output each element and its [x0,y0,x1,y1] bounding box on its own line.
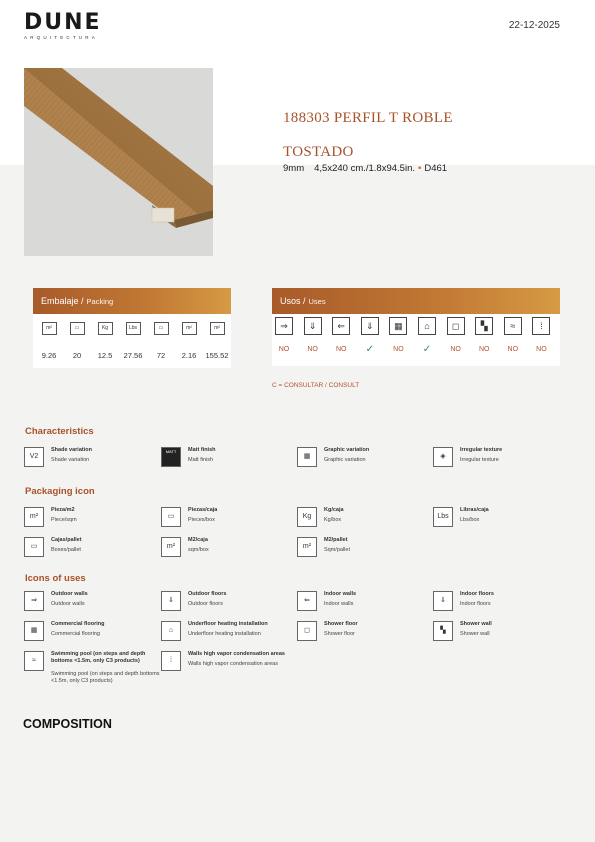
uses-table [272,314,560,366]
characteristics-item [297,447,427,471]
characteristics-item [161,447,291,471]
characteristics-item-icon: MATT [161,447,181,467]
packaging_icon-item-desc: Pieces/box [188,517,215,523]
packaging_icon-item-title: Kg/caja [324,507,344,513]
icons_of_uses-item [161,591,291,615]
icons_of_uses-item-title: Shower wall [460,621,492,627]
use-cell [359,317,381,354]
characteristics-item [24,447,154,471]
use-cell [445,317,467,356]
packaging_icon-item-icon: m² [297,537,317,557]
characteristics-item-desc: Irregular texture [460,457,499,463]
wood-profile-illustration [24,68,213,256]
icons_of_uses-item [161,651,291,675]
packaging_icon-item-icon: ▭ [161,507,181,527]
icons_of_uses-item [297,621,427,645]
packing-cell-value: 2.16 [181,351,197,360]
product-title [283,101,543,169]
check-icon: ✓ [365,344,374,355]
packing-header [33,288,231,314]
icons_of_uses-item-icon: ▚ [433,621,453,641]
use-cell-value: NO [536,346,547,353]
icons-of-uses-title: Icons of uses [25,573,86,584]
use-cell [473,317,495,356]
uses-title-es: Usos / [280,296,306,306]
use-cell [416,317,438,354]
packing-cell-value: 20 [72,351,82,360]
packing-cell [91,322,119,360]
use-cell-icon: ⁞ [532,317,550,335]
use-cell-value: NO [307,346,318,353]
icons_of_uses-item [24,591,154,615]
icons_of_uses-item-title: Swimming pool (on steps and depth bottoms <1.5m, only C3 products) [51,651,146,664]
icons_of_uses-item-desc: Swimming pool (on steps and depth bottoms <1.5m, only C3 products) [51,671,160,684]
packaging_icon-item [297,537,427,561]
use-cell-value: NO [278,346,290,353]
packaging_icon-item-icon: m² [24,507,44,527]
separator-dot: • [418,163,422,174]
brand-logo [24,12,102,40]
use-cell [387,317,409,356]
characteristics-item-desc: Graphic variation [324,457,366,463]
packing-title-es: Embalaje / [41,296,84,306]
icons_of_uses-item-title: Underfloor heating installation [188,621,268,627]
packing-cell-icon: m² [210,322,225,335]
packaging_icon-item-title: M2/pallet [324,537,348,543]
icons_of_uses-item-icon: ⁞ [161,651,181,671]
consult-note: C = CONSULTAR / CONSULT [272,382,360,389]
use-cell-icon: ⇓ [304,317,322,335]
packaging_icon-item [433,507,563,531]
icons_of_uses-item [433,621,563,645]
icons_of_uses-item-title: Outdoor walls [51,591,88,597]
packing-cell-icon: m² [42,322,57,335]
icons_of_uses-item-icon: ≈ [24,651,44,671]
packing-cell-value: 9.26 [41,351,57,360]
icons_of_uses-item-title: Indoor floors [460,591,494,597]
packaging_icon-item-title: Libras/caja [460,507,489,513]
packaging_icon-item [161,507,291,531]
icons_of_uses-item-desc: Outdoor walls [51,601,85,607]
use-cell [330,317,352,356]
document-date: 22-12-2025 [508,20,560,31]
characteristics-item-icon: ◈ [433,447,453,467]
logo-wordmark: DUNE [24,10,102,35]
icons_of_uses-item-icon: ⇓ [161,591,181,611]
packaging_icon-item [24,537,154,561]
packaging_icon-item-title: M2/caja [188,537,208,543]
packing-cell-value: 12.5 [97,351,113,360]
packaging_icon-item-title: Pieza/m2 [51,507,75,513]
check-icon: ✓ [422,344,432,355]
use-cell-value: NO [393,346,404,353]
packaging_icon-item-desc: Kg/box [324,517,342,523]
use-cell [502,317,524,356]
icons_of_uses-item-desc: Shower floor [324,631,355,637]
packing-cell [203,322,231,360]
use-cell-icon: ⇐ [332,317,350,335]
icons_of_uses-item-icon: ◻ [297,621,317,641]
icons_of_uses-item [297,591,427,615]
spec-code: D461 [424,163,448,174]
icons_of_uses-item-icon: ⇐ [297,591,317,611]
packaging_icon-item [161,537,291,561]
icons_of_uses-item [433,591,563,615]
product-image [24,68,213,256]
icons_of_uses-item-title: Outdoor floors [188,591,227,597]
spec-size: 4,5x240 cm./1.8x94.5in. [314,163,415,174]
characteristics-item-icon: ▦ [297,447,317,467]
icons_of_uses-item-icon: ⇒ [24,591,44,611]
characteristics-title: Characteristics [25,426,94,437]
packing-cell-icon: ▭ [154,322,169,335]
packaging_icon-item-icon: m² [161,537,181,557]
characteristics-item-title: Shade variation [51,447,92,453]
characteristics-item-title: Matt finish [188,447,216,453]
logo-subtitle: ARQUITECTURA [24,35,98,40]
characteristics-item-desc: Matt finish [188,457,214,463]
spec-thickness: 9mm [283,163,305,174]
packing-cell-value: 72 [156,351,166,360]
packing-cell [35,322,63,360]
characteristics-item-title: Irregular texture [460,447,503,453]
packaging_icon-item-desc: Lbs/box [460,517,480,523]
packaging_icon-item [297,507,427,531]
uses-title-en: Uses [308,297,326,306]
packing-cell [63,322,91,360]
icons_of_uses-item-desc: Outdoor floors [188,601,223,607]
packaging_icon-item-desc: Piece/sqm [51,517,77,523]
use-cell-value: NO [450,346,461,353]
icons_of_uses-item-desc: Underfloor heating installation [188,631,261,637]
use-cell [302,317,324,356]
use-cell-icon: ⇒ [275,317,293,335]
packaging_icon-item-desc: Boxes/pallet [51,547,81,553]
product-title-line2: TOSTADO [283,144,354,160]
packaging_icon-item-icon: Kg [297,507,317,527]
use-cell [530,317,552,356]
icons_of_uses-item-desc: Shower wall [460,631,490,637]
use-cell-icon: ⇓ [361,317,379,335]
characteristics-item-icon: V2 [24,447,44,467]
use-cell-icon: ◻ [447,317,465,335]
icons_of_uses-item [161,621,291,645]
packaging_icon-item-icon: ▭ [24,537,44,557]
packing-cell [175,322,203,360]
packaging_icon-item [24,507,154,531]
packaging_icon-item-icon: Lbs [433,507,453,527]
product-specs [283,163,447,174]
use-cell-value: NO [478,346,490,353]
packing-table [33,314,231,368]
icons_of_uses-item [24,621,154,645]
composition-title: COMPOSITION [23,717,112,731]
use-cell-icon: ▦ [389,317,407,335]
icons_of_uses-item-icon: ▦ [24,621,44,641]
icons_of_uses-item-title: Walls high vapor condensation areas [188,651,285,657]
use-cell [273,317,295,356]
packing-title-en: Packing [86,297,114,306]
use-cell-value: NO [335,346,347,353]
packaging_icon-item-desc: sqm/box [188,547,209,553]
packing-cell-icon: m² [182,322,197,335]
characteristics-item-desc: Shade variation [51,457,90,463]
icons_of_uses-item-title: Commercial flooring [51,621,105,627]
icons_of_uses-item-desc: Indoor floors [460,601,491,607]
product-title-line1: 188303 PERFIL T ROBLE [283,110,453,126]
characteristics-item [433,447,563,471]
packing-cell-icon: ▭ [70,322,85,335]
icons_of_uses-item-desc: Walls high vapor condensation areas [188,661,278,667]
icons_of_uses-item-desc: Indoor walls [324,601,354,607]
packaging_icon-item-title: Cajas/pallet [51,537,82,543]
icons_of_uses-item [24,651,160,684]
packaging_icon-item-title: Piezas/caja [188,507,218,513]
use-cell-icon: ▚ [475,317,493,335]
icons_of_uses-item-desc: Commercial flooring [51,631,100,637]
packing-cell-value: 27.56 [123,351,143,360]
packing-cell [147,322,175,360]
use-cell-icon: ≈ [504,317,522,335]
packaging_icon-item-desc: Sqm/pallet [324,547,350,553]
icons_of_uses-item-title: Shower floor [324,621,358,627]
icons_of_uses-item-icon: ⌂ [161,621,181,641]
icons_of_uses-item-title: Indoor walls [324,591,357,597]
packing-cell [119,322,147,360]
use-cell-value: NO [507,346,519,353]
icons_of_uses-item-icon: ⇓ [433,591,453,611]
characteristics-item-title: Graphic variation [324,447,370,453]
packing-cell-icon: Kg [98,322,113,335]
uses-header [272,288,560,314]
packing-cell-icon: Lbs [126,322,141,335]
use-cell-icon: ⌂ [418,317,436,335]
packaging-icon-title: Packaging icon [25,486,95,497]
packing-cell-value: 155.52 [205,351,229,360]
